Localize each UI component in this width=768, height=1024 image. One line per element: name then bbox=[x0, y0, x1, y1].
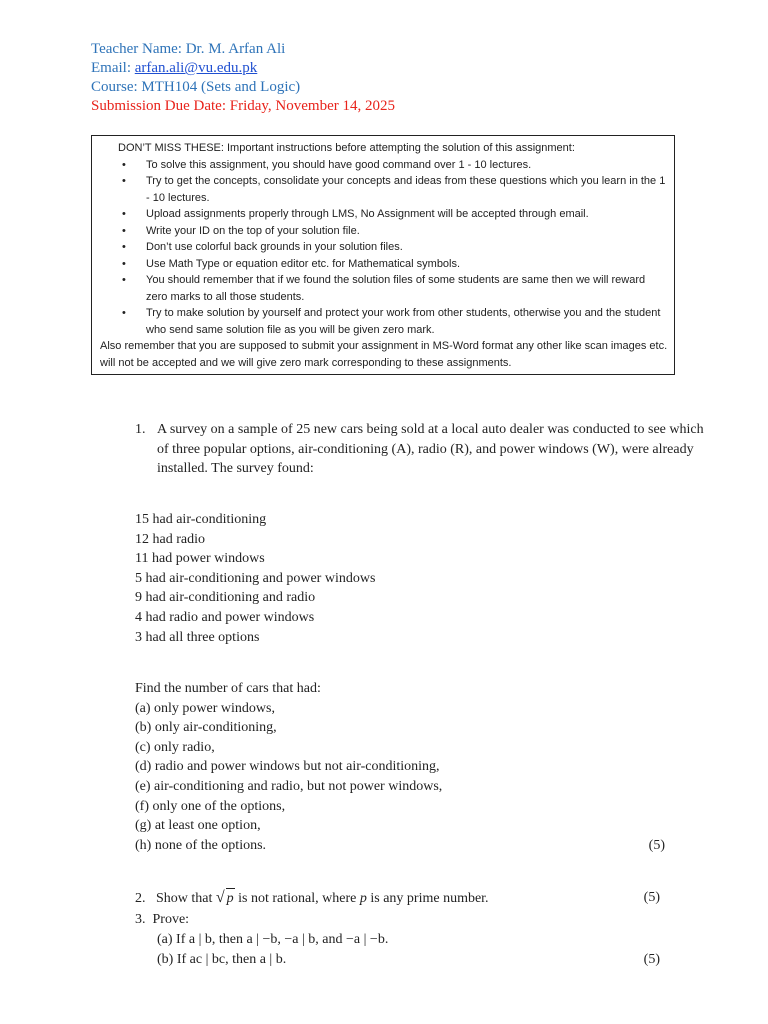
list-item: 9 had air-conditioning and radio bbox=[135, 590, 316, 606]
survey-facts bbox=[135, 510, 375, 647]
list-item: 12 had radio bbox=[135, 531, 205, 547]
list-item: 4 had radio and power windows bbox=[135, 609, 315, 625]
email-link[interactable]: arfan.ali@vu.edu.pk bbox=[134, 60, 258, 76]
list-item: 5 had air-conditioning and power windows bbox=[135, 570, 376, 586]
question-text-end: is any prime number. bbox=[366, 891, 489, 906]
course-name: Course: MTH104 (Sets and Logic) bbox=[91, 79, 301, 95]
instruction-text: Try to make solution by yourself and protect your work from other students, otherwise you and the student who send same solution file as you will be given zero mark. bbox=[146, 307, 661, 336]
part-text: (h) none of the options. bbox=[135, 837, 267, 853]
instruction-text: Don’t use colorful back grounds in your solution files. bbox=[146, 241, 403, 253]
list-item: 15 had air-conditioning bbox=[135, 512, 267, 527]
instruction-text: To solve this assignment, you should have good command over 1 - 10 lectures. bbox=[146, 158, 532, 171]
question-text: A survey on a sample of 25 new cars being sold at a local auto dealer was conducted to see which of three popular options, air-conditioning (A), radio (R), and power windows (W), were already installed. The survey found: bbox=[157, 422, 704, 476]
list-item: (d) radio and power windows but not air-conditioning, bbox=[135, 759, 440, 775]
list-item bbox=[100, 305, 668, 338]
part-text: (b) If ac | bc, then a | b. bbox=[157, 952, 287, 967]
bullet-icon: • bbox=[122, 158, 126, 171]
due-date: Submission Due Date: Friday, November 14, 2025 bbox=[91, 98, 395, 114]
instruction-text: Upload assignments properly through LMS, No Assignment will be accepted through email. bbox=[146, 208, 589, 220]
question-text-mid: is not rational, where bbox=[234, 891, 360, 906]
header bbox=[91, 40, 691, 116]
marks-label: (5) bbox=[643, 890, 660, 905]
list-item: (c) only radio, bbox=[135, 739, 215, 755]
question-part-b bbox=[135, 950, 660, 970]
bullet-icon: • bbox=[122, 274, 126, 286]
list-item bbox=[100, 223, 668, 240]
bullet-icon: • bbox=[122, 307, 126, 319]
instructions-list bbox=[100, 157, 668, 339]
radicand: p bbox=[226, 891, 234, 906]
list-item bbox=[100, 206, 668, 223]
question-parts bbox=[135, 679, 665, 855]
bullet-icon: • bbox=[122, 208, 126, 220]
instruction-text: Write your ID on the top of your solution file. bbox=[146, 224, 360, 237]
question-intro: Prove: bbox=[152, 912, 190, 927]
teacher-name: Teacher Name: Dr. M. Arfan Ali bbox=[91, 41, 286, 57]
list-item bbox=[100, 256, 668, 273]
list-item bbox=[100, 173, 668, 206]
question-text-start: Show that bbox=[156, 891, 216, 906]
question-number: 1. bbox=[135, 422, 146, 437]
question-row bbox=[135, 888, 660, 909]
list-item: (f) only one of the options, bbox=[135, 798, 286, 814]
list-item: (b) only air-conditioning, bbox=[135, 720, 277, 736]
instructions-footer: Also remember that you are supposed to submit your assignment in MS-Word format any other like scan images etc. will not be accepted and we will give zero mark corresponding to these assignments. bbox=[100, 340, 668, 369]
question-2 bbox=[135, 888, 660, 909]
list-item: 3 had all three options bbox=[135, 629, 260, 645]
list-item bbox=[100, 239, 668, 256]
marks-label: (5) bbox=[648, 837, 665, 853]
question-part-a: (a) If a | b, then a | −b, −a | b, and −a | −b. bbox=[157, 932, 389, 947]
bullet-icon: • bbox=[122, 241, 126, 253]
list-item: (e) air-conditioning and radio, but not power windows, bbox=[135, 778, 443, 794]
instructions-box bbox=[91, 135, 675, 375]
list-item bbox=[135, 836, 665, 856]
bullet-icon: • bbox=[122, 175, 126, 187]
instruction-text: Use Math Type or equation editor etc. for Mathematical symbols. bbox=[146, 257, 461, 270]
find-intro: Find the number of cars that had: bbox=[135, 681, 321, 696]
question-number: 2. bbox=[135, 891, 146, 906]
question-row bbox=[135, 910, 660, 930]
variable: p bbox=[359, 891, 367, 906]
list-item bbox=[100, 157, 668, 174]
email-label: Email: bbox=[91, 60, 135, 76]
question-1 bbox=[135, 420, 715, 479]
instruction-text: Try to get the concepts, consolidate your concepts and ideas from these questions which you learn in the 1 - 10 lectures. bbox=[146, 175, 666, 204]
instruction-text: You should remember that if we found the solution files of some students are same then we will reward zero marks to all those students. bbox=[146, 274, 646, 303]
list-item: 11 had power windows bbox=[135, 551, 265, 567]
bullet-icon: • bbox=[122, 224, 126, 237]
sqrt-symbol: √ bbox=[215, 889, 225, 906]
email-line bbox=[91, 59, 691, 78]
question-3 bbox=[135, 910, 660, 970]
list-item: (g) at least one option, bbox=[135, 818, 261, 834]
marks-label: (5) bbox=[643, 952, 660, 967]
list-item bbox=[100, 272, 668, 305]
bullet-icon: • bbox=[122, 257, 126, 270]
instructions-title: DON’T MISS THESE: Important instructions before attempting the solution of this assignment: bbox=[118, 142, 575, 154]
question-number: 3. bbox=[135, 912, 146, 927]
list-item: (a) only power windows, bbox=[135, 700, 275, 716]
